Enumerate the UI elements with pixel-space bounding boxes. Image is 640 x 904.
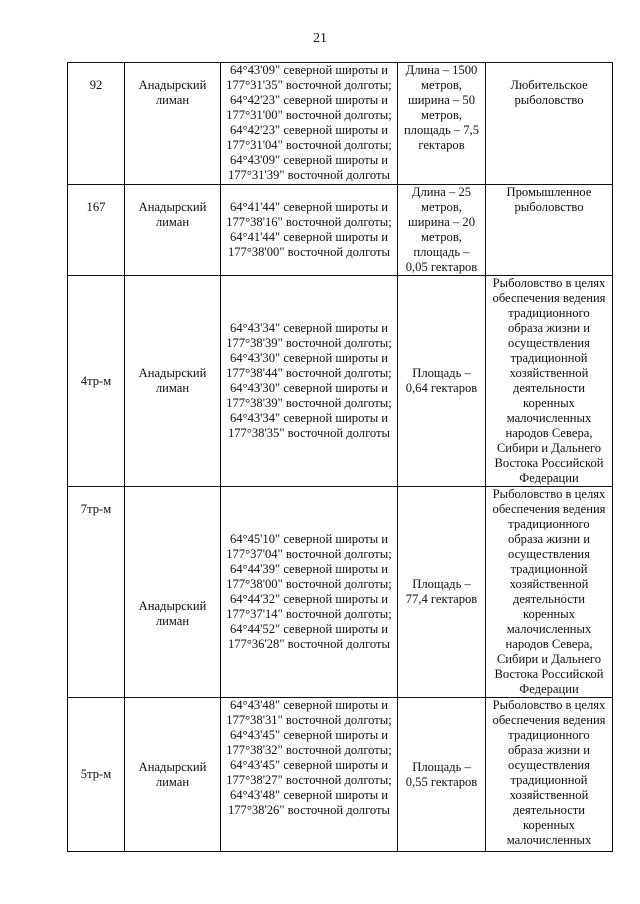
size-line: 0,55 гектаров: [405, 774, 478, 789]
purpose-line: рыболовство: [514, 93, 584, 107]
coordinate-line: 64°43'48" северной широты и: [229, 698, 389, 712]
coordinate-line: 64°44'39" северной широты и: [229, 562, 389, 576]
purpose-line: образа жизни и: [507, 321, 591, 335]
purpose-line: Рыболовство в целях: [492, 698, 606, 712]
area-number: 167: [86, 200, 106, 214]
location-cell: [125, 63, 221, 185]
area-number: 5тр-м: [80, 767, 112, 781]
location-line: Анадырский: [138, 366, 207, 380]
table-row: [68, 63, 613, 185]
purpose-cell: [486, 185, 613, 276]
size-line: метров,: [421, 78, 462, 92]
coordinate-line: 177°38'16" восточной долготы;: [226, 215, 392, 229]
coordinate-line: 64°43'30" северной широты и: [229, 381, 389, 395]
purpose-line: хозяйственной: [509, 366, 589, 380]
location-line: лиман: [155, 614, 190, 628]
coordinate-line: 64°43'45" северной широты и: [229, 728, 389, 742]
coordinate-line: 64°43'09" северной широты и: [229, 63, 389, 77]
coordinates-cell: [221, 63, 398, 185]
coordinate-line: 64°43'34" северной широты и: [229, 321, 389, 335]
area-number-cell: [68, 63, 125, 185]
size-line: ширина – 20: [408, 215, 475, 229]
location-line: Анадырский: [138, 78, 207, 92]
location-cell: [125, 276, 221, 487]
location-line: лиман: [155, 774, 190, 789]
coordinate-line: 177°38'35" восточной долготы: [227, 426, 391, 440]
purpose-line: деятельности: [512, 381, 586, 395]
size-line: Площадь –: [412, 759, 471, 774]
purpose-line: обеспечения ведения: [492, 291, 606, 305]
purpose-line: малочисленных: [506, 833, 592, 847]
coordinate-line: 177°38'26" восточной долготы: [227, 803, 391, 817]
purpose-line: хозяйственной: [509, 788, 589, 802]
coordinate-line: 64°43'09" северной широты и: [229, 153, 389, 167]
coordinate-line: 177°37'14" восточной долготы;: [226, 607, 392, 621]
coordinate-line: 177°38'00" восточной долготы: [227, 245, 391, 259]
table-row: [68, 698, 613, 852]
size-line: метров,: [421, 108, 462, 122]
coordinate-line: 177°31'04" восточной долготы;: [226, 138, 392, 152]
location-cell: [125, 185, 221, 276]
purpose-cell: [486, 698, 613, 852]
coordinate-line: 64°44'32" северной широты и: [229, 592, 389, 606]
size-line: ширина – 50: [408, 93, 475, 107]
size-line: 0,05 гектаров: [405, 260, 478, 274]
area-number: 7тр-м: [80, 502, 112, 516]
purpose-line: Промышленное: [506, 185, 592, 199]
coordinate-line: 177°38'00" восточной долготы;: [226, 577, 392, 591]
size-line: метров,: [421, 200, 462, 214]
purpose-line: рыболовство: [514, 200, 584, 214]
area-number-cell: [68, 487, 125, 698]
purpose-line: хозяйственной: [509, 577, 589, 591]
fishing-areas-table: [67, 62, 613, 852]
purpose-line: малочисленных: [506, 622, 592, 636]
size-line: метров,: [421, 230, 462, 244]
purpose-line: обеспечения ведения: [492, 502, 606, 516]
location-cell: [125, 698, 221, 852]
purpose-line: традиционного: [508, 306, 590, 320]
coordinate-line: 64°44'52" северной широты и: [229, 622, 389, 636]
purpose-line: традиционного: [508, 728, 590, 742]
purpose-line: традиционной: [510, 773, 588, 787]
size-line: Площадь –: [412, 577, 471, 591]
table-row: [68, 487, 613, 698]
coordinates-cell: [221, 487, 398, 698]
coordinates-cell: [221, 698, 398, 852]
purpose-line: Востока Российской: [494, 667, 604, 681]
size-line: площадь –: [413, 245, 470, 259]
purpose-line: Сибири и Дальнего: [496, 652, 602, 666]
purpose-line: деятельности: [512, 803, 586, 817]
purpose-line: традиционного: [508, 517, 590, 531]
purpose-line: образа жизни и: [507, 532, 591, 546]
coordinate-line: 177°31'39" восточной долготы: [227, 168, 391, 182]
table-row: [68, 276, 613, 487]
size-line: Длина – 25: [411, 185, 472, 199]
purpose-line: коренных: [523, 607, 575, 621]
purpose-cell: [486, 487, 613, 698]
coordinate-line: 64°42'23" северной широты и: [229, 93, 389, 107]
coordinate-line: 64°43'34" северной широты и: [229, 411, 389, 425]
coordinate-line: 64°43'48" северной широты и: [229, 788, 389, 802]
size-line: 77,4 гектаров: [405, 592, 478, 606]
purpose-line: Сибири и Дальнего: [496, 441, 602, 455]
purpose-line: осуществления: [508, 336, 590, 350]
purpose-line: Федерации: [519, 682, 579, 696]
size-cell: [398, 698, 486, 852]
purpose-line: народов Севера,: [505, 426, 593, 440]
coordinate-line: 64°43'45" северной широты и: [229, 758, 389, 772]
size-cell: [398, 276, 486, 487]
purpose-line: Рыболовство в целях: [492, 276, 606, 290]
purpose-line: народов Севера,: [505, 637, 593, 651]
purpose-line: традиционной: [510, 351, 588, 365]
purpose-cell: [486, 63, 613, 185]
coordinate-line: 64°43'30" северной широты и: [229, 351, 389, 365]
location-line: Анадырский: [138, 200, 207, 214]
coordinate-line: 177°31'35" восточной долготы;: [226, 78, 392, 92]
size-cell: [398, 185, 486, 276]
purpose-line: традиционной: [510, 562, 588, 576]
area-number: 92: [89, 78, 103, 92]
location-cell: [125, 487, 221, 698]
coordinate-line: 177°38'31" восточной долготы;: [226, 713, 392, 727]
purpose-line: образа жизни и: [507, 743, 591, 757]
coordinates-cell: [221, 276, 398, 487]
location-line: Анадырский: [138, 759, 207, 774]
coordinate-line: 177°38'27" восточной долготы;: [226, 773, 392, 787]
coordinate-line: 64°45'10" северной широты и: [229, 532, 389, 546]
location-line: лиман: [155, 93, 190, 107]
coordinate-line: 177°38'39" восточной долготы;: [226, 336, 392, 350]
purpose-line: осуществления: [508, 758, 590, 772]
size-line: Длина – 1500: [405, 63, 478, 77]
location-line: Анадырский: [138, 599, 207, 613]
coordinate-line: 64°41'44" северной широты и: [229, 200, 389, 214]
coordinate-line: 177°38'32" восточной долготы;: [226, 743, 392, 757]
purpose-line: Рыболовство в целях: [492, 487, 606, 501]
purpose-line: осуществления: [508, 547, 590, 561]
coordinate-line: 177°36'28" восточной долготы: [227, 637, 391, 651]
size-cell: [398, 63, 486, 185]
coordinates-cell: [221, 185, 398, 276]
table-row: [68, 185, 613, 276]
location-line: лиман: [155, 215, 190, 229]
coordinate-line: 177°38'44" восточной долготы;: [226, 366, 392, 380]
purpose-line: Востока Российской: [494, 456, 604, 470]
size-line: 0,64 гектаров: [405, 381, 478, 395]
area-number-cell: [68, 185, 125, 276]
size-line: гектаров: [418, 138, 465, 152]
location-line: лиман: [155, 381, 190, 395]
size-line: площадь – 7,5: [403, 123, 480, 137]
size-line: Площадь –: [412, 366, 471, 380]
coordinate-line: 64°41'44" северной широты и: [229, 230, 389, 244]
coordinate-line: 177°38'39" восточной долготы;: [226, 396, 392, 410]
area-number: 4тр-м: [80, 373, 112, 388]
area-number-cell: [68, 276, 125, 487]
area-number-cell: [68, 698, 125, 852]
purpose-line: малочисленных: [506, 411, 592, 425]
purpose-line: Федерации: [519, 471, 579, 485]
purpose-line: обеспечения ведения: [492, 713, 606, 727]
purpose-line: коренных: [523, 818, 575, 832]
coordinate-line: 177°37'04" восточной долготы;: [226, 547, 392, 561]
purpose-line: коренных: [523, 396, 575, 410]
coordinate-line: 64°42'23" северной широты и: [229, 123, 389, 137]
purpose-line: Любительское: [510, 78, 588, 92]
page-number: 21: [313, 31, 327, 46]
purpose-cell: [486, 276, 613, 487]
coordinate-line: 177°31'00" восточной долготы;: [226, 108, 392, 122]
purpose-line: деятельности: [512, 592, 586, 606]
size-cell: [398, 487, 486, 698]
